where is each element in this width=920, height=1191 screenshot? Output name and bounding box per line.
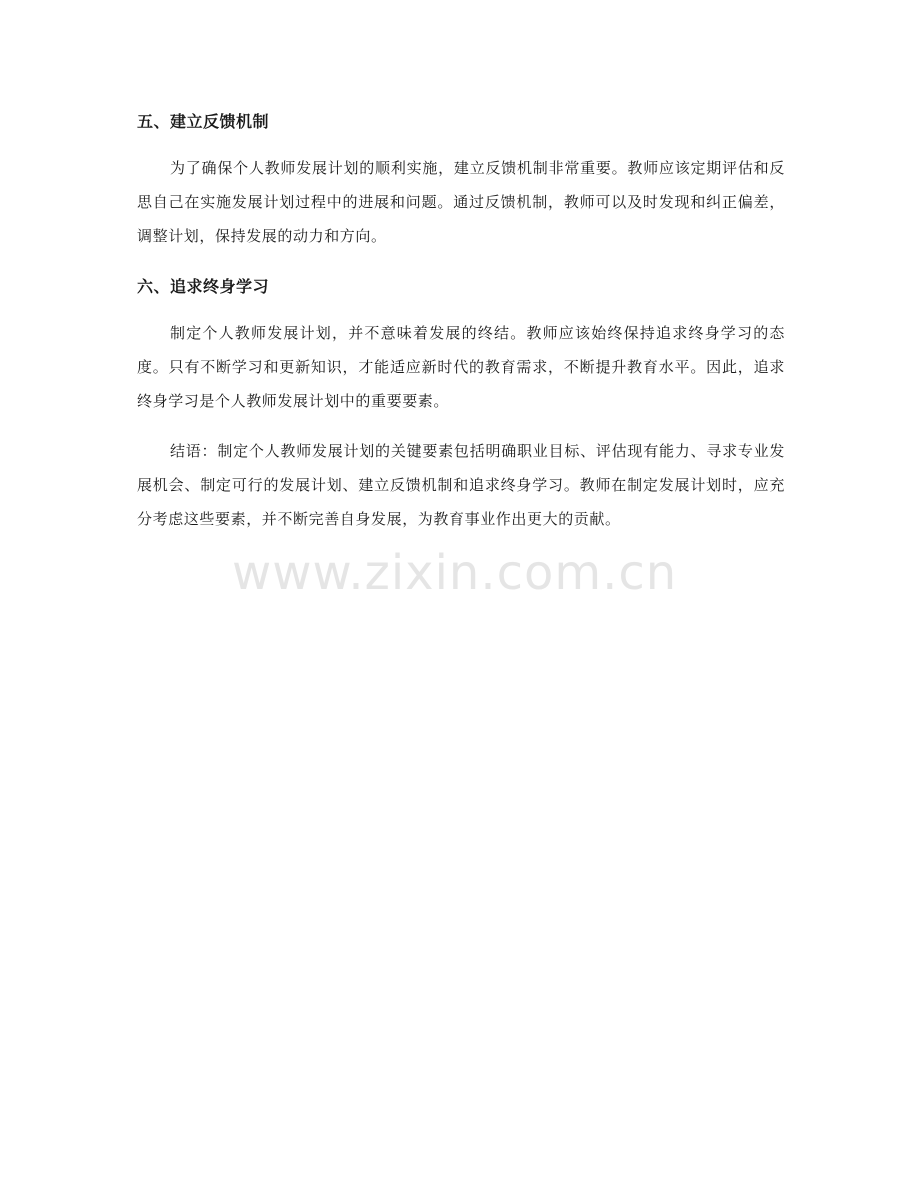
document-body bbox=[137, 108, 785, 552]
section-lifelong-learning bbox=[137, 273, 785, 418]
section-paragraph: 为了确保个人教师发展计划的顺利实施，建立反馈机制非常重要。教师应该定期评估和反思自己在实施发展计划过程中的进展和问题。通过反馈机制，教师可以及时发现和纠正偏差，调整计划，保持发展的动力和方向。 bbox=[137, 159, 785, 245]
watermark: www.zixin.com.cn bbox=[232, 545, 678, 601]
section-paragraph: 制定个人教师发展计划，并不意味着发展的终结。教师应该始终保持追求终身学习的态度。只有不断学习和更新知识，才能适应新时代的教育需求，不断提升教育水平。因此，追求终身学习是个人教师发展计划中的重要要素。 bbox=[137, 324, 785, 410]
section-heading: 五、建立反馈机制 bbox=[137, 112, 270, 131]
section-heading: 六、追求终身学习 bbox=[137, 277, 270, 296]
section-feedback bbox=[137, 108, 785, 253]
conclusion-paragraph: 结语：制定个人教师发展计划的关键要素包括明确职业目标、评估现有能力、寻求专业发展机会、制定可行的发展计划、建立反馈机制和追求终身学习。教师在制定发展计划时，应充分考虑这些要素，并不断完善自身发展，为教育事业作出更大的贡献。 bbox=[137, 442, 785, 528]
